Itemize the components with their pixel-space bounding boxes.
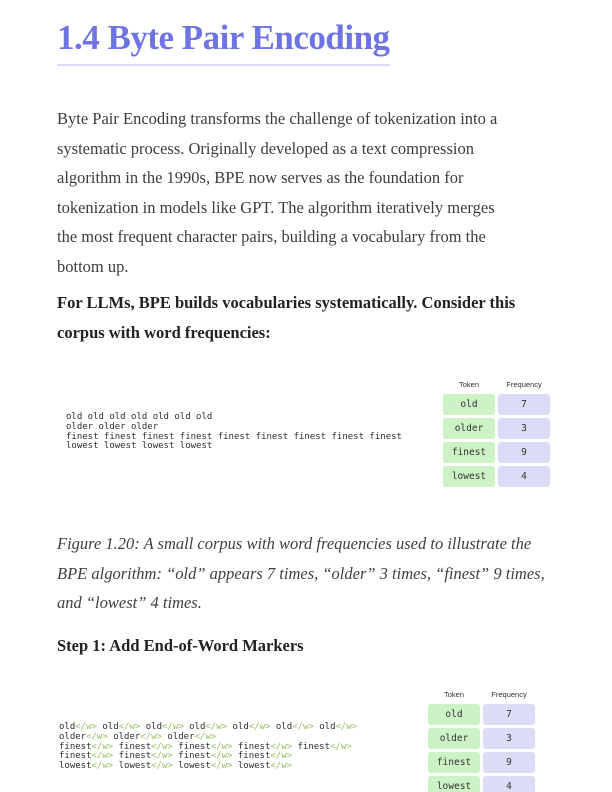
table-row bbox=[428, 776, 535, 792]
step-1-heading: Step 1: Add End-of-Word Markers bbox=[57, 636, 304, 655]
end-of-word-marker: </w> bbox=[162, 722, 184, 732]
end-of-word-marker: </w> bbox=[140, 731, 162, 742]
frequency-cell: 4 bbox=[498, 466, 550, 487]
table-row bbox=[428, 728, 535, 749]
table-row bbox=[443, 466, 550, 487]
token-frequency-table bbox=[428, 689, 535, 792]
text-line: systematic process. Originally developed as a text compression bbox=[57, 138, 474, 158]
end-of-word-marker: </w> bbox=[151, 741, 173, 752]
table-header-row bbox=[443, 379, 550, 390]
leadin-paragraph bbox=[57, 288, 515, 347]
text-line: corpus with word frequencies: bbox=[57, 322, 271, 342]
end-of-word-marker: </w> bbox=[270, 761, 293, 772]
token-cell: old bbox=[443, 394, 495, 415]
end-of-word-marker: </w> bbox=[330, 741, 352, 752]
end-of-word-marker: </w> bbox=[210, 741, 233, 752]
token-cell: older bbox=[443, 418, 495, 439]
frequency-cell: 7 bbox=[483, 704, 535, 725]
end-of-word-marker: </w> bbox=[205, 722, 228, 732]
text-line: algorithm in the 1990s, BPE now serves as the foundation for bbox=[57, 168, 464, 188]
frequency-cell: 9 bbox=[498, 442, 550, 463]
end-of-word-marker: </w> bbox=[248, 722, 271, 732]
end-of-word-marker: </w> bbox=[86, 731, 108, 742]
end-of-word-marker: </w> bbox=[151, 751, 173, 762]
token-cell: old bbox=[428, 704, 480, 725]
column-header: Token bbox=[443, 690, 464, 699]
end-of-word-marker: </w> bbox=[91, 741, 114, 752]
end-of-word-marker: </w> bbox=[210, 751, 233, 762]
table-header-row bbox=[428, 689, 535, 700]
token-cell: lowest bbox=[443, 466, 495, 487]
corpus-code-block: old old old old old old old older older older finest finest finest finest finest finest finest finest finest lowest lowest lowest lowest bbox=[66, 412, 402, 452]
table-row bbox=[428, 704, 535, 725]
token-cell: older bbox=[428, 728, 480, 749]
end-of-word-marker: </w> bbox=[270, 741, 293, 752]
text-line: For LLMs, BPE builds vocabularies systematically. Consider this bbox=[57, 293, 516, 312]
end-of-word-marker: </w> bbox=[118, 722, 141, 732]
text-line: bottom up. bbox=[57, 256, 129, 276]
text-line: Byte Pair Encoding transforms the challenge of tokenization into a bbox=[57, 109, 498, 128]
token-cell: finest bbox=[428, 752, 480, 773]
table-row bbox=[443, 394, 550, 415]
table-row bbox=[443, 442, 550, 463]
figure-caption bbox=[57, 529, 545, 618]
end-of-word-marker: </w> bbox=[91, 761, 114, 772]
end-of-word-marker: </w> bbox=[292, 722, 314, 732]
end-of-word-marker: </w> bbox=[335, 722, 358, 732]
column-header: Frequency bbox=[506, 380, 542, 389]
text-line: tokenization in models like GPT. The algorithm iteratively merges bbox=[57, 197, 495, 217]
page-title: 1.4 Byte Pair Encoding bbox=[57, 16, 390, 66]
marked-corpus-code-block: old</w> old</w> old</w> old</w> old</w> old</w> old</w> older</w> older</w> older</w> finest</w> finest</w> finest</w> finest</w> finest</w> finest</w> finest</w> finest</w> finest</w> lowest</w> lowest</w> lowest</w> lowest</w> bbox=[59, 722, 358, 772]
table-row bbox=[428, 752, 535, 773]
text-line: the most frequent character pairs, building a vocabulary from the bbox=[57, 227, 486, 247]
frequency-cell: 9 bbox=[483, 752, 535, 773]
end-of-word-marker: </w> bbox=[194, 731, 217, 742]
token-frequency-table bbox=[443, 379, 550, 490]
intro-paragraph bbox=[57, 104, 497, 282]
text-line: and “lowest” 4 times. bbox=[57, 593, 202, 613]
frequency-cell: 3 bbox=[498, 418, 550, 439]
end-of-word-marker: </w> bbox=[270, 751, 293, 762]
text-line: BPE algorithm: “old” appears 7 times, “older” 3 times, “finest” 9 times, bbox=[57, 563, 545, 583]
table-row bbox=[443, 418, 550, 439]
column-header: Token bbox=[458, 380, 479, 389]
end-of-word-marker: </w> bbox=[91, 751, 114, 762]
end-of-word-marker: </w> bbox=[75, 722, 97, 732]
token-cell: lowest bbox=[428, 776, 480, 792]
frequency-cell: 4 bbox=[483, 776, 535, 792]
text-line: Figure 1.20: A small corpus with word frequencies used to illustrate the bbox=[57, 534, 532, 553]
column-header: Frequency bbox=[491, 690, 527, 699]
token-cell: finest bbox=[443, 442, 495, 463]
end-of-word-marker: </w> bbox=[210, 761, 233, 772]
end-of-word-marker: </w> bbox=[151, 761, 173, 772]
frequency-cell: 7 bbox=[498, 394, 550, 415]
frequency-cell: 3 bbox=[483, 728, 535, 749]
